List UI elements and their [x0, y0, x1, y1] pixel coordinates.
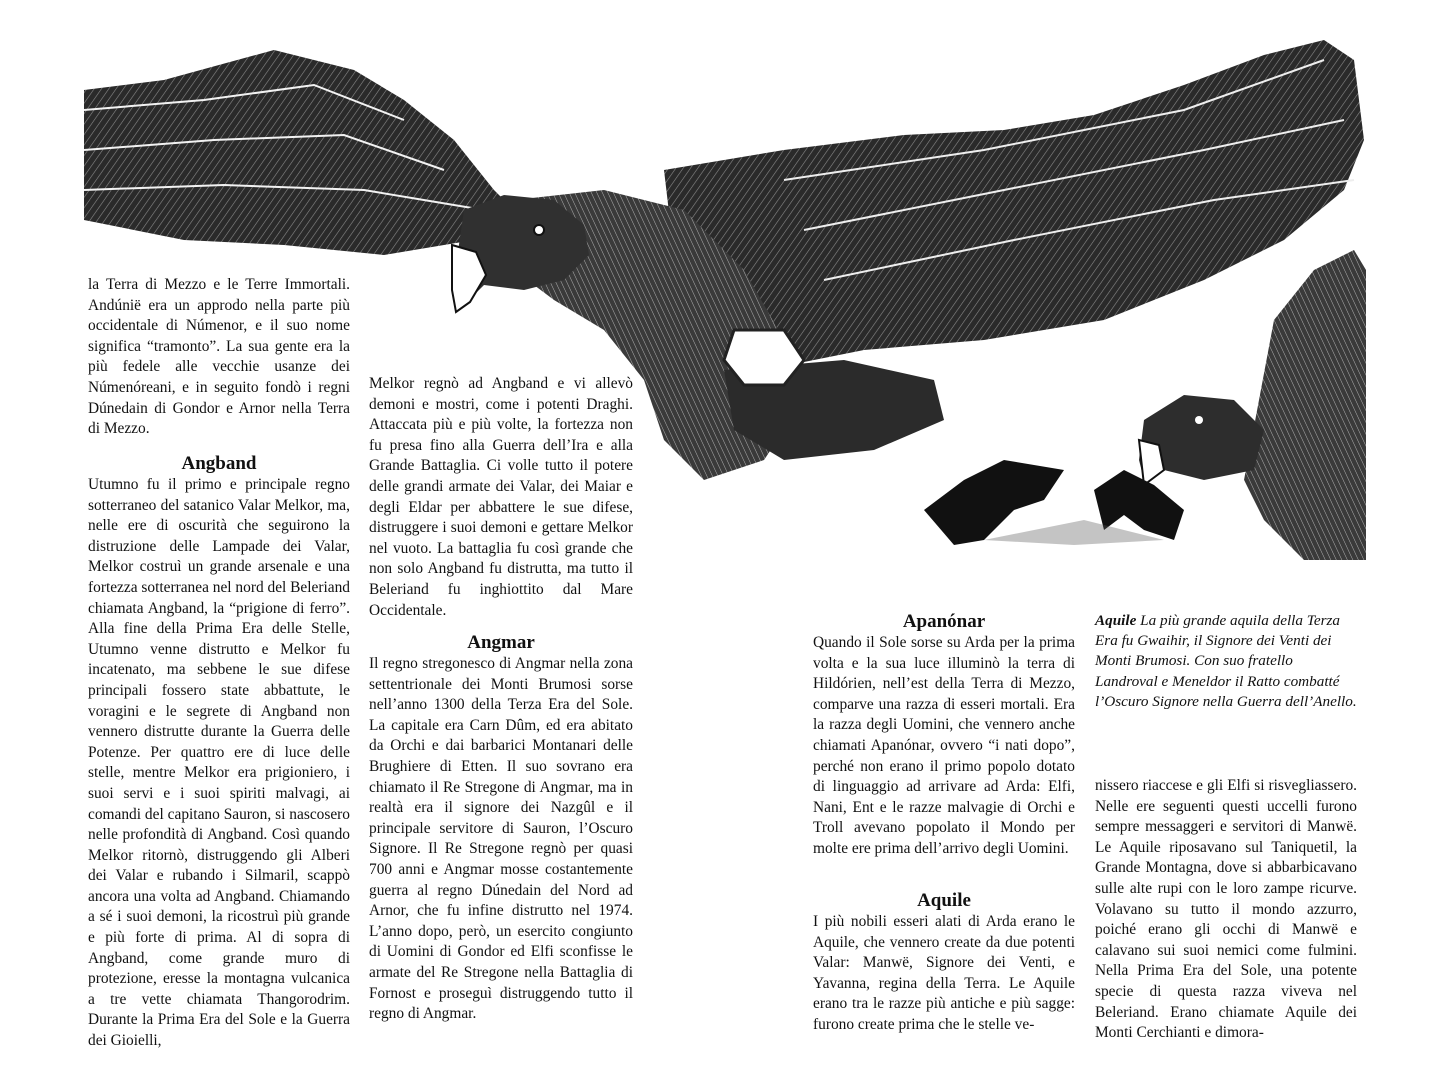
apanonar-body: Quando il Sole sorse su Arda per la prima volta e la sua luce illuminò la terra di Hildórien, nell’est della Terra di Mezzo, comparve una razza di esseri mortali. Era la razza degli Uomini, che vennero anche chiamati Apanónar, ovvero “i nati dopo”, perché non erano il primo popolo dotato di linguaggio ad arrivare ad Arda: Elfi, Nani, Ent e le razze malvagie di Orchi e Troll avevano popolato il Mondo per molte ere prima dell’arrivo degli Uomini. [813, 634, 1075, 857]
angmar-section [369, 632, 633, 1025]
text-column-4 [1095, 776, 1357, 1044]
text-column-1 [88, 275, 350, 440]
andunie-continuation: la Terra di Mezzo e le Terre Immortali. Andúnië era un approdo nella parte più occidentale di Númenor, e il suo nome significa “tramonto”. La sua gente era la più fedele alle vecchie usanze dei Númenóreani, e in seguito fondò i regni Dúnedain di Gondor e Arnor nella Terra di Mezzo. [88, 276, 350, 438]
angmar-body: Il regno stregonesco di Angmar nella zona settentrionale dei Monti Brumosi sorse nell’anno 1300 della Terza Era del Sole. La capitale era Carn Dûm, ed era abitato da Orchi e dai barbarici Montanari delle Brughiere di Etten. Il suo sovrano era chiamato il Re Stregone di Angmar, ma in realtà era il signore dei Nazgûl e il principale servitore di Sauron, l’Oscuro Signore. Il Re Stregone regnò per quasi 700 anni e Angmar mosse costantemente guerra al regno Dúnedain del Nord ad Arnor, che fu infine distrutto nel 1974. L’anno dopo, però, un esercito congiunto di Uomini di Gondor ed Elfi sconfisse le armate del Re Stregone nella Battaglia di Fornost e proseguì distruggendo tutto il regno di Angmar. [369, 655, 633, 1023]
angband-section [88, 453, 350, 1052]
heading-angband: Angband [181, 453, 257, 474]
eagle-eye [534, 225, 544, 235]
heading-aquile: Aquile [917, 890, 971, 911]
aquile-continuation: nissero riaccese e gli Elfi si risvegliassero. Nelle ere seguenti questi uccelli furono sempre messaggeri e servitori di Manwë. Le Aquile riposavano sul Taniquetil, la Grande Montagna, dove si abbarbicavano sulle alte rupi con le loro zampe ricurve. Volavano su tutto il mondo azzurro, poiché erano gli occhi di Manwë e calavano sui suoi nemici come fulmini. Nella Prima Era del Sole, una potente specie di questa razza viveva nel Beleriand. Erano chiamate Aquile dei Monti Cerchianti e dimora- [1095, 777, 1357, 1042]
angband-continuation: Melkor regnò ad Angband e vi allevò demoni e mostri, come i potenti Draghi. Attaccata più e più volte, la fortezza non fu presa fino alla Guerra dell’Ira e alla Grande Battaglia. Ci volle tutto il potere delle grandi armate dei Valar, dei Maiar e degli Eldar per abbattere le sue difese, distruggere i suoi demoni e gettare Melkor nel vuoto. La battaglia fu così grande che non solo Angband fu distrutta, ma tutto il Beleriand fu inghiottito dal Mare Occidentale. [369, 375, 633, 619]
illustration-caption [1095, 611, 1357, 712]
caption-label: Aquile [1095, 612, 1137, 629]
left-wing [84, 50, 524, 255]
caption-text: La più grande aquila della Terza Era fu Gwaihir, il Signore dei Venti dei Monti Brumosi. Con suo fratello Landroval e Meneldor il Ratto combatté l’Oscuro Signore nella Guerra dell’Anello. [1095, 612, 1357, 710]
angband-body: Utumno fu il primo e principale regno sotterraneo del satanico Valar Melkor, ma, nelle ere di oscurità che seguirono la distruzione delle Lampade dei Valar, Melkor costruì un grande arsenale e una fortezza sotterranea nel nord del Beleriand chiamata Angband, la “prigione di ferro”. Alla fine della Prima Era delle Stelle, Utumno venne distrutto e Melkor fu incatenato, ma sebbene le sue difese principali fossero state abbattute, le voragini e le segrete di Angband non vennero distrutte durante la Guerra delle Potenze. Per quattro ere di luce delle stelle, mentre Melkor era prigioniero, i suoi servi e i suoi spiriti malvagi, ai comandi del capitano Sauron, si nascosero nelle profondità di Angband. Così quando Melkor ritornò, distruggendo gli Alberi dei Valar e rubando i Silmaril, scappò ancora una volta ad Angband. Chiamando a sé i suoi demoni, la ricostruì più grande e più forte di prima. Al di sopra di Angband, come grande muro di protezione, eresse la montagna vulcanica a tre vette chiamata Thangorodrim. Durante la Prima Era del Sole e la Guerra dei Gioielli, [88, 476, 350, 1050]
text-column-2 [369, 374, 633, 621]
apanonar-section [813, 611, 1075, 860]
heading-angmar: Angmar [467, 632, 535, 653]
aquile-section [813, 890, 1075, 1036]
aquile-body: I più nobili esseri alati di Arda erano le Aquile, che vennero create da due potenti Valar: Manwë, Signore dei Venti, e Yavanna, regina della Terra. Le Aquile erano tra le razze più antiche e più sagge: furono create prima che le stelle ve- [813, 913, 1075, 1033]
heading-apanonar: Apanónar [902, 611, 986, 632]
